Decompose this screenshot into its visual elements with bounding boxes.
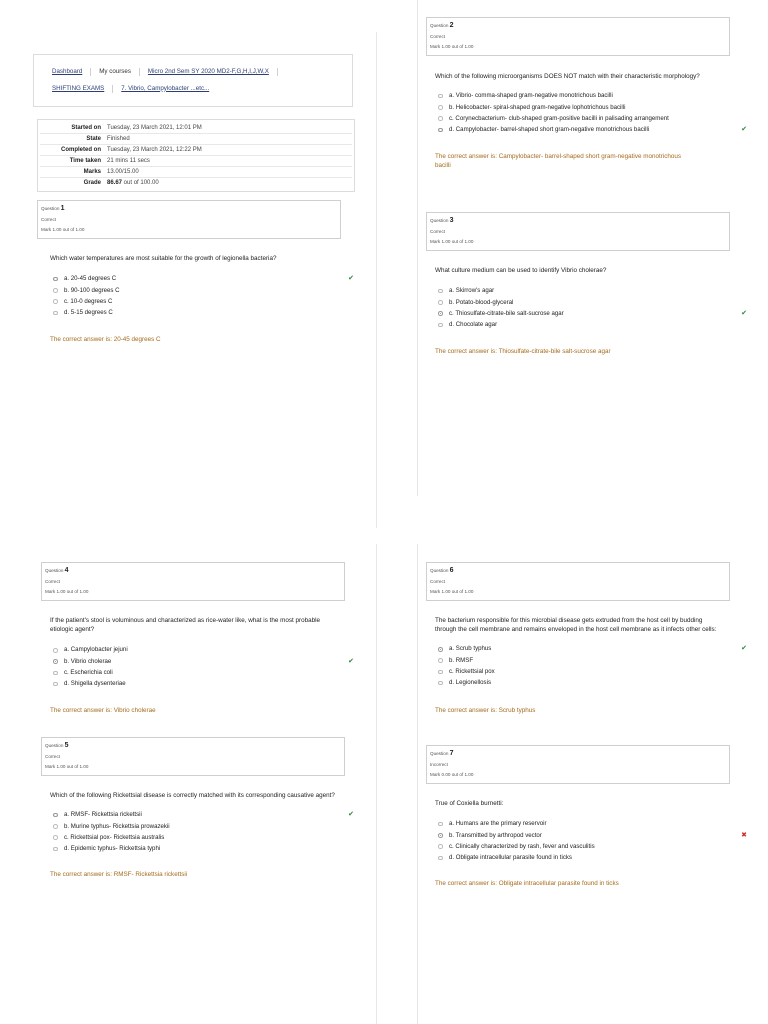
check-icon: ✔ bbox=[741, 645, 747, 653]
cross-icon: ✖ bbox=[741, 831, 747, 839]
page-1 bbox=[25, 32, 377, 528]
answer-option[interactable]: c. Corynecbacterium- club-shaped gram-positive bacilli in palisading arrangement bbox=[437, 113, 725, 125]
answer-option[interactable]: a. RMSF- Rickettsia rickettsii ✔ bbox=[52, 809, 340, 820]
question-3 bbox=[426, 212, 730, 251]
radio-button-icon[interactable] bbox=[53, 288, 58, 293]
question-info: Question 5 Correct Mark 1.00 out of 1.00 bbox=[41, 737, 345, 776]
question-text: Which of the following Rickettsial disease is correctly matched with its corresponding causative agent? bbox=[50, 792, 335, 799]
question-5 bbox=[41, 737, 345, 776]
summary-row: Marks 13.00/15.00 bbox=[40, 167, 352, 178]
correct-answer-feedback: The correct answer is: Obligate intracellular parasite found in ticks bbox=[435, 880, 619, 888]
question-info: Question 4 Correct Mark 1.00 out of 1.00 bbox=[41, 562, 345, 601]
answer-option[interactable]: c. Rickettsial pox bbox=[437, 666, 725, 677]
answer-option[interactable]: a. Vibrio- comma-shaped gram-negative monotrichous bacilli bbox=[437, 90, 725, 101]
question-text: Which water temperatures are most suitable for the growth of legionella bacteria? bbox=[50, 255, 277, 262]
correct-answer-feedback: The correct answer is: 20-45 degrees C bbox=[50, 336, 161, 344]
question-info: Question 6 Correct Mark 1.00 out of 1.00 bbox=[426, 562, 730, 601]
summary-row: State Finished bbox=[40, 134, 352, 145]
answer-option[interactable]: b. Potato-blood-glyceral bbox=[437, 297, 725, 308]
answer-list bbox=[40, 644, 354, 689]
radio-button-icon[interactable] bbox=[438, 300, 443, 305]
question-text: Which of the following microorganisms DOES NOT match with their characteristic morphology? bbox=[435, 73, 700, 80]
answer-option[interactable]: b. Vibrio cholerae ✔ bbox=[52, 656, 340, 667]
question-text: True of Coxiella burnetti: bbox=[435, 800, 504, 807]
breadcrumb-dashboard-link[interactable]: Dashboard bbox=[52, 67, 83, 75]
check-icon: ✔ bbox=[741, 126, 747, 134]
correct-answer-feedback: The correct answer is: Campylobacter- barrel-shaped short gram-negative monotrichous bacilli bbox=[435, 152, 682, 169]
page-3 bbox=[25, 544, 377, 1024]
radio-button-icon[interactable] bbox=[53, 824, 58, 829]
summary-row: Started on Tuesday, 23 March 2021, 12:01 PM bbox=[71, 125, 202, 131]
radio-button-icon[interactable] bbox=[438, 833, 443, 838]
correct-answer-feedback: The correct answer is: Thiosulfate-citrate-bile salt-sucrose agar bbox=[435, 348, 611, 356]
radio-button-icon[interactable] bbox=[53, 682, 58, 687]
answer-option[interactable]: a. Skirrow's agar bbox=[437, 285, 725, 296]
answer-list bbox=[40, 273, 354, 318]
correct-answer-feedback: The correct answer is: Vibrio cholerae bbox=[50, 706, 156, 714]
radio-button-icon[interactable] bbox=[53, 659, 58, 664]
question-info: Question 2 Correct Mark 1.00 out of 1.00 bbox=[426, 17, 730, 56]
radio-button-icon[interactable] bbox=[438, 323, 443, 328]
radio-button-icon[interactable] bbox=[53, 648, 58, 653]
radio-button-icon[interactable] bbox=[438, 94, 443, 99]
answer-list bbox=[425, 643, 747, 688]
answer-option[interactable]: b. Transmitted by arthropod vector ✖ bbox=[437, 830, 725, 841]
answer-option[interactable]: c. Rickettsial pox- Rickettsia australis bbox=[52, 832, 340, 843]
radio-button-icon[interactable] bbox=[53, 311, 58, 316]
summary-row: Time taken 21 mins 11 secs bbox=[40, 156, 352, 167]
radio-button-icon[interactable] bbox=[438, 311, 443, 316]
radio-button-icon[interactable] bbox=[438, 856, 443, 861]
radio-button-icon[interactable] bbox=[53, 847, 58, 852]
answer-option[interactable]: c. Escherichia coli bbox=[52, 667, 340, 678]
answer-option[interactable]: b. Helicobacter- spiral-shaped gram-negative lophotrichous bacilli bbox=[437, 102, 725, 113]
question-6 bbox=[426, 562, 730, 601]
answer-option[interactable]: a. Campylobacter jejuni bbox=[52, 644, 340, 655]
breadcrumb bbox=[33, 54, 353, 107]
correct-answer-feedback: The correct answer is: Scrub typhus bbox=[435, 706, 536, 714]
check-icon: ✔ bbox=[741, 309, 747, 317]
check-icon: ✔ bbox=[348, 811, 354, 819]
radio-button-icon[interactable] bbox=[53, 671, 58, 676]
radio-button-icon[interactable] bbox=[438, 128, 443, 133]
radio-button-icon[interactable] bbox=[438, 658, 443, 663]
question-info: Question 1 Correct Mark 1.00 out of 1.00 bbox=[37, 200, 341, 239]
answer-option[interactable]: d. Shigella dysenteriae bbox=[52, 678, 340, 689]
page-4 bbox=[417, 544, 768, 1024]
question-info: Question 7 Incorrect Mark 0.00 out of 1.00 bbox=[426, 745, 730, 784]
answer-list bbox=[425, 285, 747, 330]
radio-button-icon[interactable] bbox=[438, 289, 443, 294]
question-1 bbox=[37, 200, 341, 239]
check-icon: ✔ bbox=[348, 657, 354, 665]
correct-answer-feedback: The correct answer is: RMSF- Rickettsia rickettsii bbox=[50, 871, 188, 879]
answer-option[interactable]: d. 5-15 degrees C bbox=[52, 307, 340, 318]
question-2 bbox=[426, 17, 730, 56]
radio-button-icon[interactable] bbox=[438, 105, 443, 110]
breadcrumb-my-courses[interactable]: My courses bbox=[99, 67, 131, 75]
answer-list bbox=[425, 818, 747, 863]
answer-option[interactable]: d. Epidemic typhus- Rickettsia typhi bbox=[52, 843, 340, 854]
answer-option[interactable]: c. 10-0 degrees C bbox=[52, 296, 340, 307]
answer-list bbox=[425, 90, 747, 135]
answer-option[interactable]: a. 20-45 degrees C ✔ bbox=[52, 273, 340, 284]
answer-option[interactable]: d. Campylobacter- barrel-shaped short gram-negative monotrichous bacilli ✔ bbox=[437, 124, 725, 135]
question-4 bbox=[41, 562, 345, 601]
radio-button-icon[interactable] bbox=[53, 299, 58, 304]
answer-option[interactable]: d. Chocolate agar bbox=[437, 319, 725, 330]
answer-option[interactable]: c. Thiosulfate-citrate-bile salt-sucrose agar ✔ bbox=[437, 308, 725, 319]
radio-button-icon[interactable] bbox=[438, 681, 443, 686]
radio-button-icon[interactable] bbox=[53, 835, 58, 840]
radio-button-icon[interactable] bbox=[53, 813, 58, 818]
question-text: If the patient's stool is voluminous and characterized as rice-water like, what is the most probable etiologic agent? bbox=[50, 617, 321, 634]
radio-button-icon[interactable] bbox=[438, 844, 443, 849]
answer-option[interactable]: d. Legionellosis bbox=[437, 677, 725, 688]
answer-list bbox=[40, 809, 354, 854]
radio-button-icon[interactable] bbox=[438, 116, 443, 121]
breadcrumb-course-link[interactable]: Micro 2nd Sem SY 2020 MD2-F,G,H,I,J,W,X bbox=[147, 67, 269, 75]
answer-option[interactable]: d. Obligate intracellular parasite found in ticks bbox=[437, 852, 725, 863]
radio-button-icon[interactable] bbox=[438, 647, 443, 652]
answer-option[interactable]: b. 90-100 degrees C bbox=[52, 285, 340, 296]
breadcrumb-quiz-link[interactable]: 7. Vibrio, Campylobacter ...etc... bbox=[121, 84, 210, 92]
attempt-summary bbox=[37, 119, 355, 192]
radio-button-icon[interactable] bbox=[438, 670, 443, 675]
answer-option[interactable]: b. Murine typhus- Rickettsia prowazekii bbox=[52, 821, 340, 832]
answer-option[interactable]: c. Clinically characterized by rash, fever and vasculitis bbox=[437, 841, 725, 852]
question-info: Question 3 Correct Mark 1.00 out of 1.00 bbox=[426, 212, 730, 251]
page-2 bbox=[417, 0, 768, 496]
answer-option[interactable]: a. Humans are the primary reservoir bbox=[437, 818, 725, 829]
check-icon: ✔ bbox=[348, 275, 354, 283]
radio-button-icon[interactable] bbox=[438, 822, 443, 827]
summary-row: Grade 86.67 out of 100.00 bbox=[40, 178, 352, 189]
summary-row: Completed on Tuesday, 23 March 2021, 12:22 PM bbox=[40, 145, 352, 156]
answer-option[interactable]: b. RMSF bbox=[437, 655, 725, 666]
radio-button-icon[interactable] bbox=[53, 277, 58, 282]
question-text: The bacterium responsible for this microbial disease gets extruded from the host cell by budding through the cell membrane and remains enveloped in the host cell membrane as it infects other cells: bbox=[435, 617, 717, 634]
breadcrumb-shifting-exams-link[interactable]: SHIFTING EXAMS bbox=[52, 84, 105, 92]
answer-option[interactable]: a. Scrub typhus ✔ bbox=[437, 643, 725, 654]
question-7 bbox=[426, 745, 730, 784]
question-text: What culture medium can be used to identify Vibrio cholerae? bbox=[435, 267, 607, 274]
